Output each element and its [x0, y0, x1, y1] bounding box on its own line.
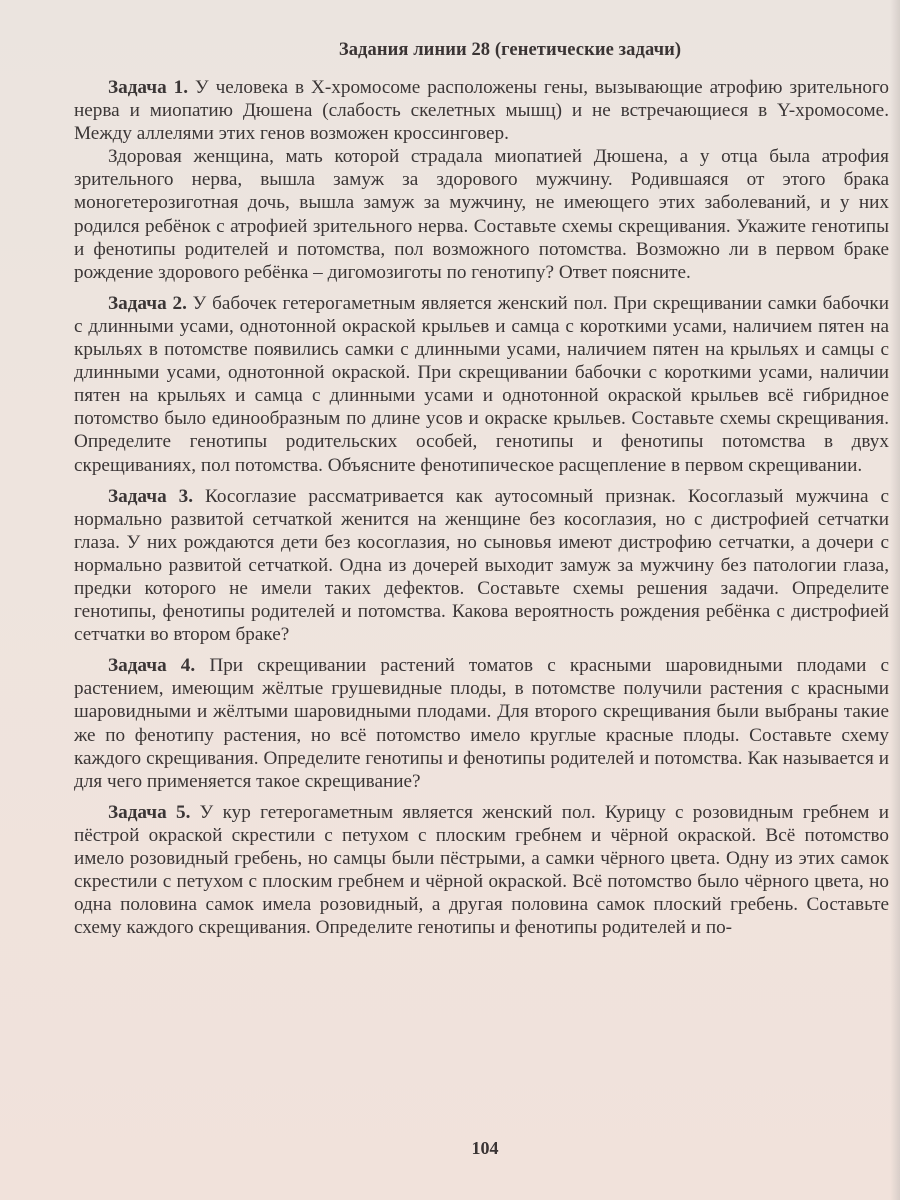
task-1-label: Задача 1.: [108, 77, 189, 98]
tasks-body: [74, 76, 889, 939]
section-heading: Задания линии 28 (генетические задачи): [338, 40, 682, 60]
task-1-paragraph-1: [74, 76, 889, 145]
page-edge-shadow: [890, 0, 900, 1200]
task-2-paragraph: [74, 292, 889, 477]
task-2-text: У бабочек гетерогаметным является женский пол. При скрещивании самки бабочки с длинными усами, однотонной окраской крыльев и самца с короткими усами, наличием пятен на крыльях в потомстве появились самки с длинными усами, наличием пятен на крыльях и самцы с длинными усами, однотонной окраской. При скрещивании бабочки с короткими усами, наличии пятен на крыльях и самца с длинными усами и однотонной окраской крыльев всё гибридное потомство было единообразным по длине усов и окраске крыльев. Составьте схемы скрещивания. Определите генотипы родительских особей, генотипы и фенотипы потомства в двух скрещиваниях, пол потомства. Объясните фенотипическое расщепление в первом скрещивании.: [74, 292, 889, 476]
task-3-text: Косоглазие рассматривается как аутосомный признак. Косоглазый мужчина с нормально развитой сетчаткой женится на женщине без косоглазия, но с дистрофией сетчатки глаза. У них рождаются дети без косоглазия, но сыновья имеют дистрофию сетчатки, а дочери с нормально развитой сетчаткой. Одна из дочерей выходит замуж за мужчину без патологии глаза, предки которого не имели таких дефектов. Составьте схемы решения задачи. Определите генотипы, фенотипы родителей и потомства. Какова вероятность рождения ребёнка с дистрофией сетчатки во втором браке?: [74, 485, 889, 646]
task-1-text: У человека в X-хромосоме расположены гены, вызывающие атрофию зрительного нерва и миопатию Дюшена (слабость скелетных мышц) и не встречающиеся в Y-хромосоме. Между аллелями этих генов возможен кроссинговер.: [74, 77, 890, 145]
task-4-label: Задача 4.: [108, 655, 196, 677]
task-2-label: Задача 2.: [108, 292, 187, 314]
task-5-paragraph: [74, 801, 889, 940]
task-3-paragraph: [74, 485, 889, 647]
page-number: 104: [471, 1138, 499, 1158]
task-4-paragraph: [74, 654, 889, 793]
task-1-paragraph-2: Здоровая женщина, мать которой страдала миопатией Дюшена, а у отца была атрофия зрительного нерва, вышла замуж за здорового мужчину. Родившаяся от этого брака моногетерозиготная дочь, вышла замуж за мужчину, не имеющего этих заболеваний, и у них родился ребёнок с атрофией зрительного нерва. Составьте схемы скрещивания. Укажите генотипы и фенотипы родителей и потомства, пол возможного потомства. Возможно ли в первом браке рождение здорового ребёнка – дигомозиготы по генотипу? Ответ поясните.: [74, 146, 889, 283]
task-4-text: При скрещивании растений томатов с красными шаровидными плодами с растением, имеющим жёлтые грушевидные плоды, в потомстве получили растения с красными шаровидными и жёлтыми шаровидными плодами. Для второго скрещивания были выбраны такие же по фенотипу растения, но всё потомство имело круглые красные плоды. Составьте схему каждого скрещивания. Определите генотипы и фенотипы родителей и потомства. Как называется и для чего применяется такое скрещивание?: [74, 655, 889, 792]
task-3-label: Задача 3.: [108, 485, 194, 507]
task-5-text: У кур гетерогаметным является женский пол. Курицу с розовидным гребнем и пёстрой окраской скрестили с петухом с плоским гребнем и чёрной окраской. Всё потомство имело розовидный гребень, но самцы были пёстрыми, а самки чёрного цвета. Одну из этих самок скрестили с петухом с плоским гребнем и чёрной окраской. Всё потомство было чёрного цвета, но одна половина самок имела розовидный, а другая половина самок плоский гребень. Составьте схему каждого скрещивания. Определите генотипы и фенотипы родителей и по-: [74, 801, 889, 939]
task-5-label: Задача 5.: [108, 801, 191, 823]
